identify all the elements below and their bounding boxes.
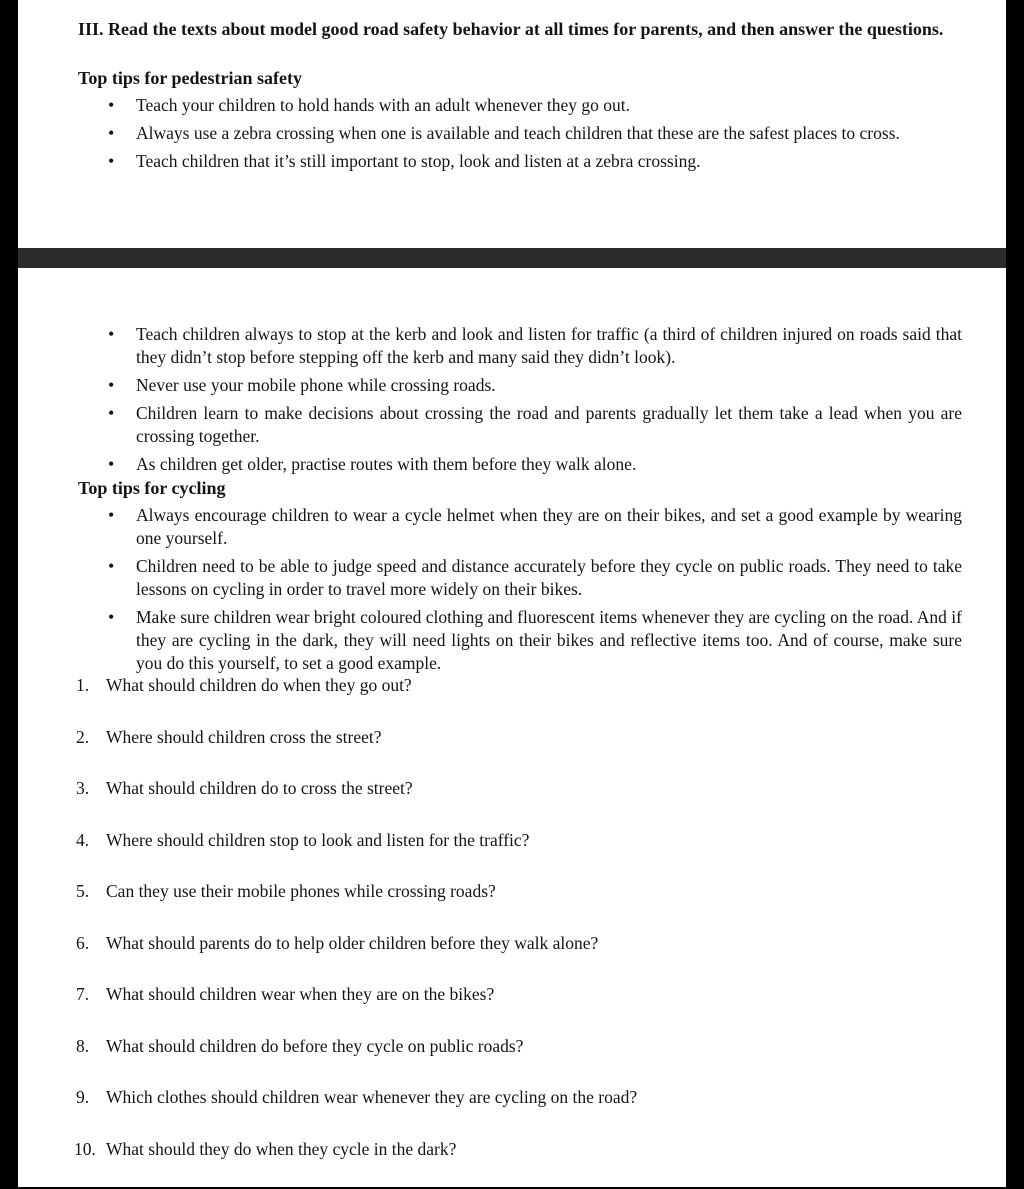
pedestrian-tips-list-bottom <box>78 323 962 481</box>
question-text: What should children do before they cycle on public roads? <box>106 1036 523 1056</box>
cycling-tips-list <box>78 504 962 680</box>
pedestrian-tips-list-top <box>78 94 962 178</box>
question-text: What should parents do to help older children before they walk alone? <box>106 933 598 953</box>
questions-list <box>74 674 964 1189</box>
question-text: Can they use their mobile phones while crossing roads? <box>106 881 496 901</box>
question-number: 9. <box>76 1086 89 1109</box>
list-item: • Always use a zebra crossing when one is available and teach children that these are the safest places to cross. <box>78 122 962 145</box>
question-number: 10. <box>74 1138 96 1161</box>
list-item: • Teach your children to hold hands with an adult whenever they go out. <box>78 94 962 117</box>
question-text: What should children do when they go out? <box>106 675 412 695</box>
exercise-heading <box>78 18 964 40</box>
question-item <box>74 983 964 1035</box>
list-item: • As children get older, practise routes with them before they walk alone. <box>78 453 962 476</box>
question-text: Which clothes should children wear whenever they are cycling on the road? <box>106 1087 637 1107</box>
question-text: What should children wear when they are on the bikes? <box>106 984 494 1004</box>
question-text: What should they do when they cycle in the dark? <box>106 1139 456 1159</box>
list-item: • Always encourage children to wear a cycle helmet when they are on their bikes, and set a good example by wearing one yourself. <box>78 504 962 550</box>
scan-divider-band <box>18 248 1006 268</box>
exercise-number: III. <box>78 18 108 40</box>
question-number: 7. <box>76 983 89 1006</box>
question-item <box>74 1138 964 1189</box>
list-item: • Teach children that it’s still important to stop, look and listen at a zebra crossing. <box>78 150 962 173</box>
question-number: 3. <box>76 777 89 800</box>
question-item <box>74 880 964 932</box>
question-item <box>74 674 964 726</box>
question-text: Where should children stop to look and listen for the traffic? <box>106 830 529 850</box>
list-item: • Never use your mobile phone while crossing roads. <box>78 374 962 397</box>
question-text: Where should children cross the street? <box>106 727 382 747</box>
question-item <box>74 1086 964 1138</box>
question-number: 8. <box>76 1035 89 1058</box>
question-item <box>74 932 964 984</box>
list-item: • Make sure children wear bright coloured clothing and fluorescent items whenever they are cycling on the road. And if they are cycling in the dark, they will need lights on their bikes and reflective items too. And of course, make sure you do this yourself, to set a good example. <box>78 606 962 675</box>
question-number: 2. <box>76 726 89 749</box>
list-item: • Children learn to make decisions about crossing the road and parents gradually let them take a lead when you are crossing together. <box>78 402 962 448</box>
question-item <box>74 1035 964 1087</box>
question-number: 4. <box>76 829 89 852</box>
question-item <box>74 829 964 881</box>
question-number: 1. <box>76 674 89 697</box>
question-item <box>74 726 964 778</box>
question-item <box>74 777 964 829</box>
exercise-instructions: Read the texts about model good road safety behavior at all times for parents, and then answer the questions. <box>108 19 943 39</box>
cycling-section-title: Top tips for cycling <box>78 477 226 499</box>
pedestrian-section-title: Top tips for pedestrian safety <box>78 67 302 89</box>
list-item: • Children need to be able to judge speed and distance accurately before they cycle on public roads. They need to take lessons on cycling in order to travel more widely on their bikes. <box>78 555 962 601</box>
question-number: 5. <box>76 880 89 903</box>
list-item: • Teach children always to stop at the kerb and look and listen for traffic (a third of children injured on roads said that they didn’t stop before stepping off the kerb and many said they didn’t look). <box>78 323 962 369</box>
question-number: 6. <box>76 932 89 955</box>
question-text: What should children do to cross the street? <box>106 778 413 798</box>
